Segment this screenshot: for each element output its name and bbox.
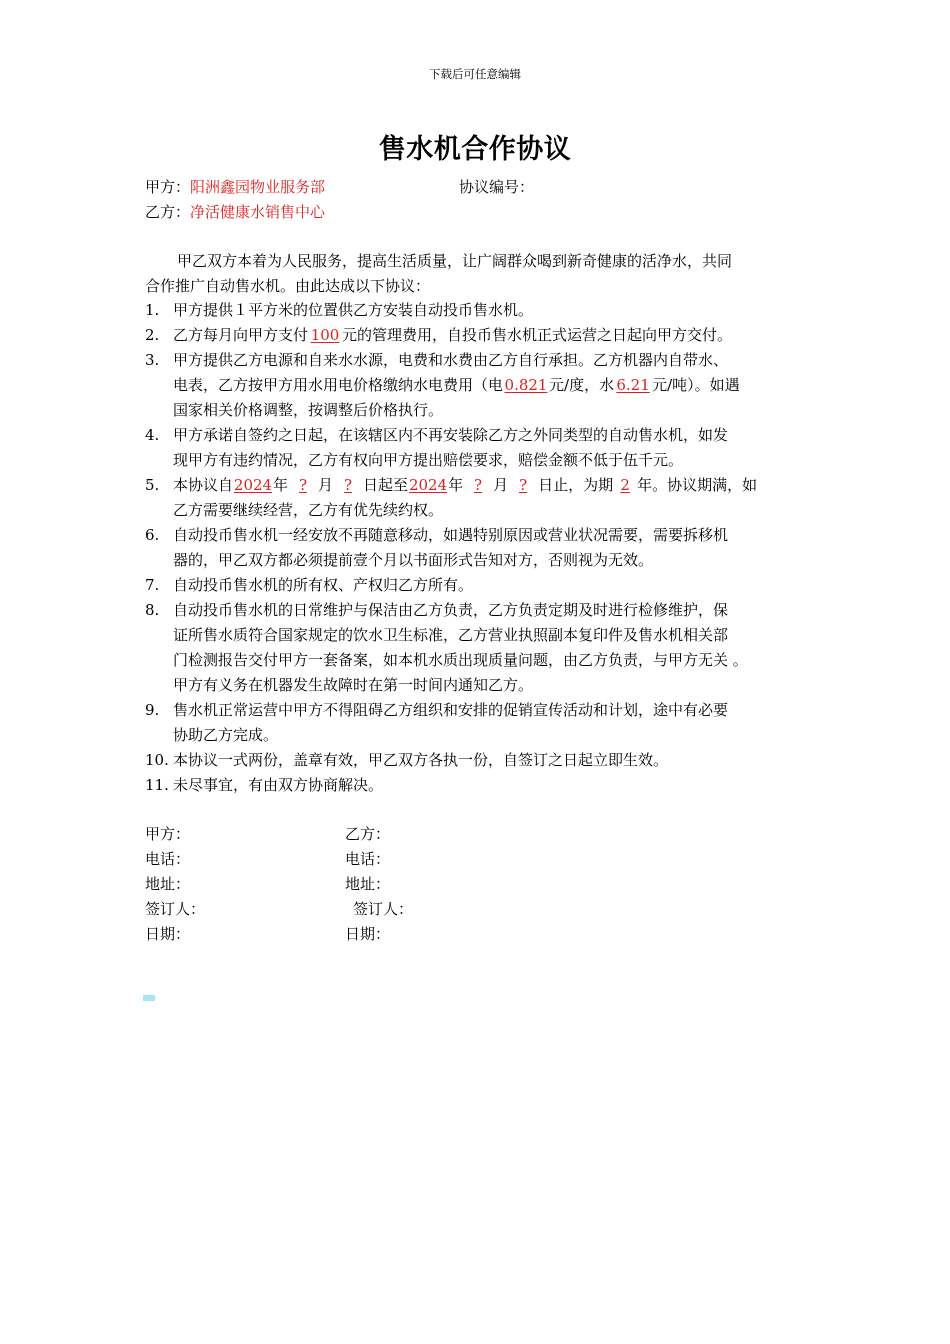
start-month-field: ? xyxy=(299,476,308,494)
clause-text: 年 xyxy=(273,476,289,494)
date-b-label: 日期： xyxy=(345,925,391,943)
clause-text: 元的管理费用，自投币售水机正式运营之日起向甲方交付。 xyxy=(342,326,733,344)
clause-line: 自动投币售水机的日常维护与保洁由乙方负责，乙方负责定期及时进行检修维护，保 xyxy=(173,601,729,619)
clause-line: 现甲方有违约情况，乙方有权向甲方提出赔偿要求，赔偿金额不低于伍千元。 xyxy=(173,451,684,469)
start-year-field: 2024 xyxy=(233,476,273,494)
clause-number: 4. xyxy=(145,426,160,444)
clause-number: 3. xyxy=(145,351,160,369)
signature-row-address xyxy=(145,872,545,897)
clause-number: 7. xyxy=(145,576,160,594)
signature-party-b-label: 乙方： xyxy=(345,825,391,843)
clause-text: 元/度，水 xyxy=(549,376,615,394)
signer-a-label: 签订人： xyxy=(145,900,206,918)
clause-text: 本协议一式两份，盖章有效，甲乙双方各执一份，自签订之日起立即生效。 xyxy=(173,751,669,769)
end-day-field: ? xyxy=(519,476,528,494)
term-years-field: 2 xyxy=(620,476,630,494)
clause-text: 未尽事宜，有由双方协商解决。 xyxy=(173,776,384,794)
signature-party-a-label: 甲方： xyxy=(145,825,191,843)
clause-line: 甲方承诺自签约之日起，在该辖区内不再安装除乙方之外同类型的自动售水机，如发 xyxy=(173,426,729,444)
clause-3 xyxy=(145,348,817,423)
start-day-field: ? xyxy=(344,476,353,494)
clause-line: 协助乙方完成。 xyxy=(173,726,279,744)
clause-line: 门检测报告交付甲方一套备案，如本机水质出现质量问题，由乙方负责，与甲方无关 。 xyxy=(173,651,748,669)
signature-block xyxy=(145,822,545,947)
electricity-price-field: 0.821 xyxy=(504,376,548,394)
address-a-label: 地址： xyxy=(145,875,191,893)
clause-line: 证所售水质符合国家规定的饮水卫生标准，乙方营业执照副本复印件及售水机相关部 xyxy=(173,626,729,644)
clause-number: 5. xyxy=(145,476,160,494)
clause-text: 年。协议期满，如 xyxy=(637,476,758,494)
party-b-label: 乙方： xyxy=(145,203,191,221)
clause-text: 年 xyxy=(448,476,464,494)
intro-line: 甲乙双方本着为人民服务，提高生活质量，让广阔群众喝到新奇健康的活净水，共同 xyxy=(177,252,733,270)
party-b-name: 净活健康水销售中心 xyxy=(190,203,326,221)
intro-line: 合作推广自动售水机。由此达成以下协议： xyxy=(145,277,431,295)
cursor-mark xyxy=(143,995,155,1001)
clause-8 xyxy=(145,598,817,698)
water-price-field: 6.21 xyxy=(616,376,650,394)
document-title: 售水机合作协议 xyxy=(378,134,572,165)
clause-11 xyxy=(145,773,817,798)
clause-number: 1. xyxy=(145,301,160,319)
monthly-fee-field: 100 xyxy=(310,326,340,344)
clause-text: 电表，乙方按甲方用水用电价格缴纳水电费用（电 xyxy=(173,376,504,394)
clause-number: 6. xyxy=(145,526,160,544)
clause-line: 器的，甲乙双方都必须提前壹个月以书面形式告知对方，否则视为无效。 xyxy=(173,551,654,569)
end-month-field: ? xyxy=(474,476,483,494)
clause-text: 甲方提供１平方米的位置供乙方安装自动投币售水机。 xyxy=(173,301,534,319)
clause-text: 乙方每月向甲方支付 xyxy=(173,326,309,344)
signature-row-phone xyxy=(145,847,545,872)
party-a-label: 甲方： xyxy=(145,178,191,196)
clause-5 xyxy=(145,473,817,523)
clause-number: 9. xyxy=(145,701,160,719)
clause-2 xyxy=(145,323,817,348)
clause-list xyxy=(145,298,817,798)
clause-number: 11. xyxy=(145,776,169,794)
clause-10 xyxy=(145,748,817,773)
clause-text: 日起至 xyxy=(363,476,409,494)
clause-line: 自动投币售水机一经安放不再随意移动，如遇特别原因或营业状况需要，需要拆移机 xyxy=(173,526,729,544)
phone-b-label: 电话： xyxy=(345,850,391,868)
clause-text: 元/吨）。如遇 xyxy=(652,376,740,394)
signature-row-date xyxy=(145,922,545,947)
end-year-field: 2024 xyxy=(408,476,448,494)
clause-4 xyxy=(145,423,817,473)
header-note: 下载后可任意编辑 xyxy=(429,67,521,81)
clause-line xyxy=(173,473,817,498)
clause-number: 2. xyxy=(145,326,160,344)
signer-b-label: 签订人： xyxy=(353,900,414,918)
clause-line: 国家相关价格调整，按调整后价格执行。 xyxy=(173,401,444,419)
clause-line: 售水机正常运营中甲方不得阻碍乙方组织和安排的促销宣传活动和计划，途中有必要 xyxy=(173,701,729,719)
intro-paragraph xyxy=(145,249,805,299)
clause-number: 8. xyxy=(145,601,160,619)
clause-text: 自动投币售水机的所有权、产权归乙方所有。 xyxy=(173,576,474,594)
clause-line: 甲方有义务在机器发生故障时在第一时间内通知乙方。 xyxy=(173,676,534,694)
party-a-line xyxy=(145,175,325,199)
clause-text: 日止，为期 xyxy=(538,476,614,494)
clause-line: 甲方提供乙方电源和自来水水源，电费和水费由乙方自行承担。乙方机器内自带水、 xyxy=(173,351,729,369)
signature-row-signer xyxy=(145,897,545,922)
party-a-name: 阳洲鑫园物业服务部 xyxy=(190,178,326,196)
party-b-line xyxy=(145,200,325,224)
agreement-number-label: 协议编号： xyxy=(459,178,535,196)
clause-9 xyxy=(145,698,817,748)
clause-line xyxy=(173,373,817,398)
clause-line: 乙方需要继续经营，乙方有优先续约权。 xyxy=(173,501,444,519)
clause-text: 本协议自 xyxy=(173,476,234,494)
clause-text: 月 xyxy=(318,476,334,494)
phone-a-label: 电话： xyxy=(145,850,191,868)
clause-7 xyxy=(145,573,817,598)
clause-text: 月 xyxy=(493,476,509,494)
date-a-label: 日期： xyxy=(145,925,191,943)
address-b-label: 地址： xyxy=(345,875,391,893)
clause-6 xyxy=(145,523,817,573)
clause-1 xyxy=(145,298,817,323)
signature-row-party xyxy=(145,822,545,847)
clause-number: 10. xyxy=(145,751,169,769)
